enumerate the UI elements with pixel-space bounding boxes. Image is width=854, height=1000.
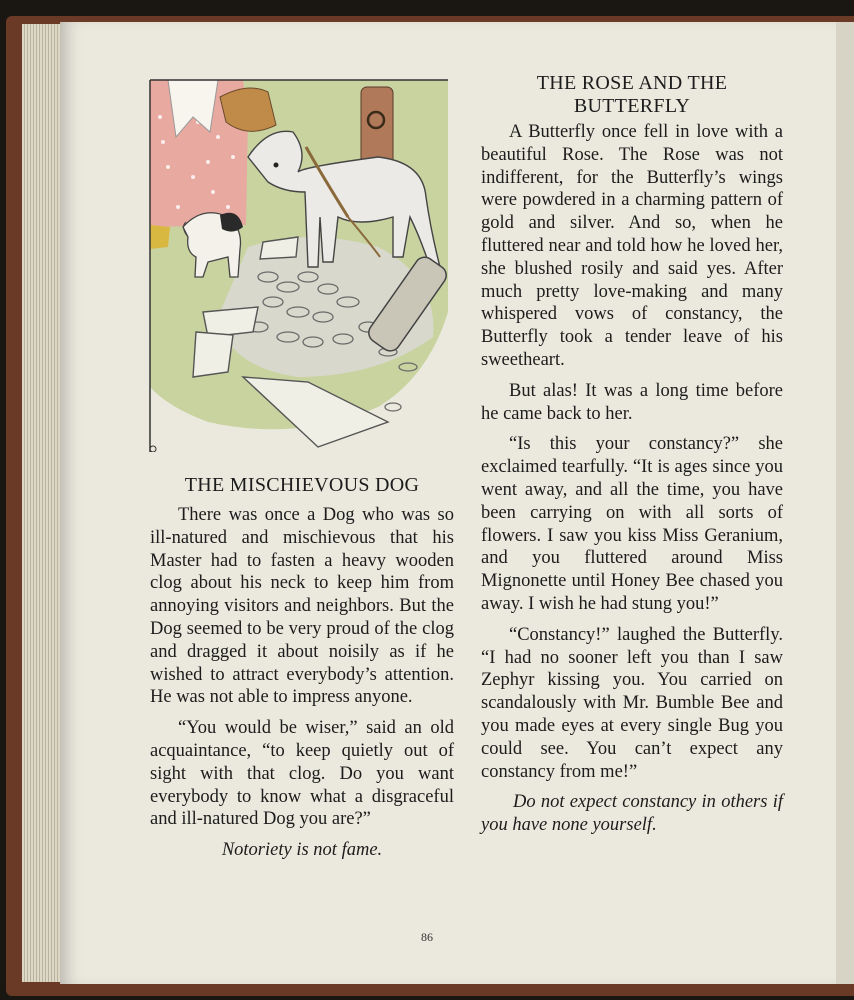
story-paragraph: But alas! It was a long time before he came back to her.	[481, 380, 783, 424]
story-paragraph: “Constancy!” laughed the Butterfly. “I had no sooner left you than I saw Zephyr kissing you. You carried on scandalously with Mr. Bumble Bee and you made eyes at every single Bug you could see. You can’t expect any constancy from me!”	[481, 624, 783, 782]
story-paragraph: “Is this your constancy?” she exclaimed tearfully. “It is ages since you went away, and all the time, you have been carrying on with all sorts of flowers. I saw you kiss Miss Geranium, and you fluttered around Miss Mignonette until Honey Bee chased you away. I wish he had stung you!”	[481, 434, 783, 614]
story-title-rose-butterfly: THE ROSE AND THE BUTTERFLY	[536, 72, 728, 117]
right-column	[481, 72, 783, 845]
story-moral: Do not expect constancy in others if you have none yourself.	[481, 792, 783, 836]
story-paragraph: A Butterfly once fell in love with a beautiful Rose. The Rose was not indifferent, for the Butterfly’s wings were powdered in a charming pattern of gold and silver. And so, when he fluttered near and told how he loved her, she blushed rosily and said yes. After much pretty love-making and many whispered vows of constancy, the Butterfly took a tender leave of his sweetheart.	[481, 122, 783, 370]
facing-page-edge	[836, 22, 854, 984]
story-moral: Notoriety is not fame.	[221, 840, 383, 861]
left-column	[150, 474, 454, 870]
dog-illustration	[148, 77, 450, 452]
story-paragraph: “You would be wiser,” said an old acquaintance, “to keep quietly out of sight with that clog. Do you want everybody to know what a disgraceful and ill-natured Dog you are?”	[150, 718, 454, 830]
story-title-mischievous-dog: THE MISCHIEVOUS DOG	[184, 474, 420, 496]
story-paragraph: There was once a Dog who was so ill-natured and mischievous that his Master had to fasten a heavy wooden clog about his neck to keep him from annoying visitors and neighbors. But the Dog seemed to be very proud of the clog and dragged it about noisily as if he wished to attract everybody’s attention. He was not able to impress anyone.	[150, 505, 454, 708]
page-number: 86	[421, 930, 433, 944]
